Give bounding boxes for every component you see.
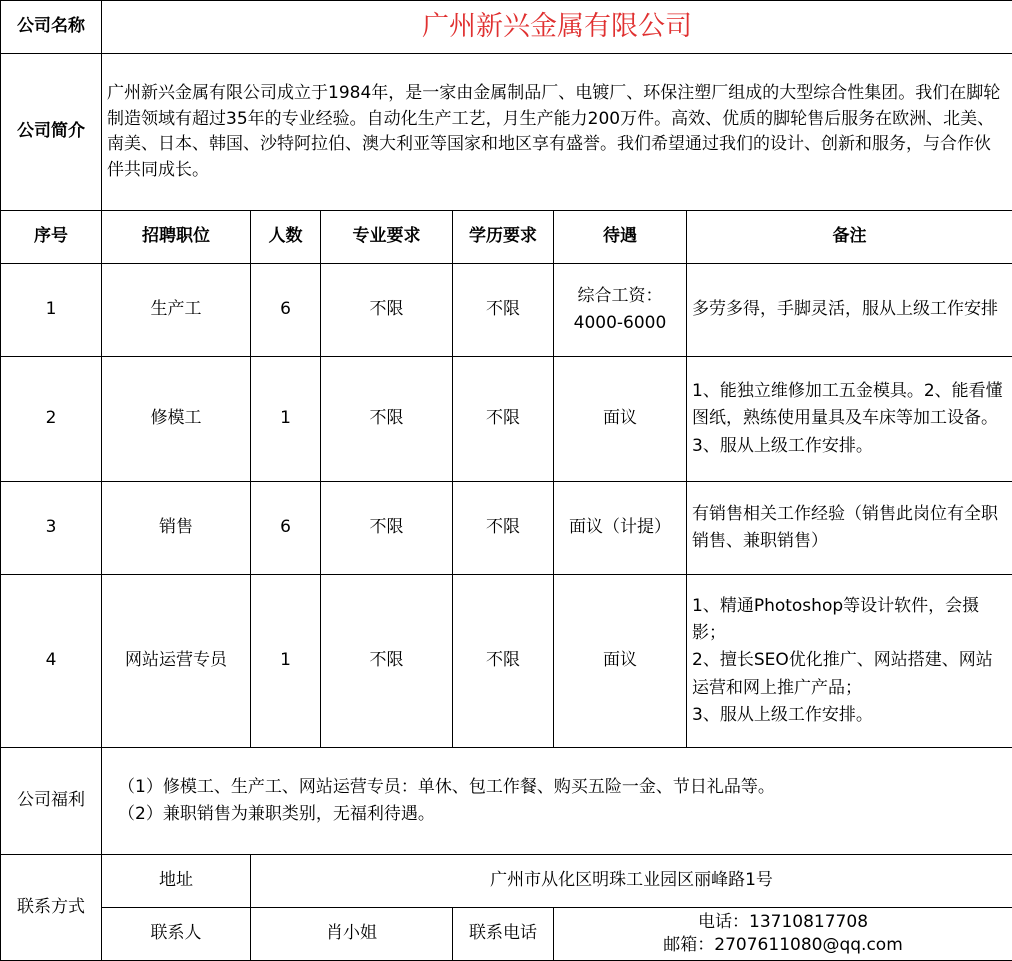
row-pay: 面议 (554, 357, 687, 482)
benefits-text (102, 748, 1012, 855)
header-notes: 备注 (687, 211, 1012, 264)
header-pay: 待遇 (554, 211, 687, 264)
row-no: 4 (1, 575, 102, 748)
contact-person-label: 联系人 (102, 908, 251, 961)
header-no: 序号 (1, 211, 102, 264)
row-count: 1 (251, 575, 321, 748)
table-row (1, 264, 1012, 357)
benefits-row (1, 748, 1012, 855)
row-position: 生产工 (102, 264, 251, 357)
company-intro-row (1, 54, 1012, 211)
address-value: 广州市从化区明珠工业园区丽峰路1号 (251, 855, 1012, 908)
row-education: 不限 (453, 482, 554, 575)
email-line: 邮箱：2707611080@qq.com (663, 935, 903, 955)
row-position: 销售 (102, 482, 251, 575)
row-count: 6 (251, 264, 321, 357)
row-pay: 面议（计提） (554, 482, 687, 575)
row-notes: 有销售相关工作经验（销售此岗位有全职销售、兼职销售） (687, 482, 1012, 575)
benefits-label: 公司福利 (1, 748, 102, 855)
header-count: 人数 (251, 211, 321, 264)
row-major: 不限 (321, 264, 453, 357)
address-row (1, 855, 1012, 908)
row-no: 3 (1, 482, 102, 575)
row-major: 不限 (321, 575, 453, 748)
phone-label: 联系电话 (453, 908, 554, 961)
contact-person-row (1, 908, 1012, 961)
row-notes (687, 575, 1012, 748)
header-major: 专业要求 (321, 211, 453, 264)
company-name-row (1, 1, 1012, 54)
row-education: 不限 (453, 575, 554, 748)
header-position: 招聘职位 (102, 211, 251, 264)
address-label: 地址 (102, 855, 251, 908)
company-intro-label: 公司简介 (1, 54, 102, 211)
company-name-label: 公司名称 (1, 1, 102, 54)
table-header-row (1, 211, 1012, 264)
row-major: 不限 (321, 357, 453, 482)
row-position: 网站运营专员 (102, 575, 251, 748)
row-education: 不限 (453, 357, 554, 482)
note-line: 1、精通Photoshop等设计软件，会摄影； (692, 596, 980, 644)
phone-email-cell (554, 908, 1012, 961)
table-row (1, 575, 1012, 748)
row-major: 不限 (321, 482, 453, 575)
row-notes: 1、能独立维修加工五金模具。2、能看懂图纸，熟练使用量具及车床等加工设备。3、服从上级工作安排。 (687, 357, 1012, 482)
row-pay: 综合工资：4000-6000 (554, 264, 687, 357)
note-line: 3、服从上级工作安排。 (692, 704, 873, 725)
benefit-line: （2）兼职销售为兼职类别，无福利待遇。 (118, 804, 435, 824)
phone-line: 电话：13710817708 (698, 912, 869, 933)
table-row (1, 482, 1012, 575)
contact-person-value: 肖小姐 (251, 908, 453, 961)
benefit-line: （1）修模工、生产工、网站运营专员：单休、包工作餐、购买五险一金、节日礼品等。 (118, 776, 775, 797)
header-education: 学历要求 (453, 211, 554, 264)
row-education: 不限 (453, 264, 554, 357)
row-no: 2 (1, 357, 102, 482)
row-pay: 面议 (554, 575, 687, 748)
company-intro-text: 广州新兴金属有限公司成立于1984年，是一家由金属制品厂、电镀厂、环保注塑厂组成的大型综合性集团。我们在脚轮制造领域有超过35年的专业经验。自动化生产工艺，月生产能力200万件。高效、优质的脚轮售后服务在欧洲、北美、南美、日本、韩国、沙特阿拉伯、澳大利亚等国家和地区享有盛誉。我们希望通过我们的设计、创新和服务，与合作伙伴共同成长。 (102, 54, 1012, 211)
company-name: 广州新兴金属有限公司 (102, 1, 1012, 54)
row-count: 6 (251, 482, 321, 575)
contact-label: 联系方式 (1, 855, 102, 961)
table-row (1, 357, 1012, 482)
row-count: 1 (251, 357, 321, 482)
note-line: 2、擅长SEO优化推广、网站搭建、网站运营和网上推广产品； (692, 650, 993, 698)
row-notes: 多劳多得，手脚灵活，服从上级工作安排 (687, 264, 1012, 357)
row-position: 修模工 (102, 357, 251, 482)
row-no: 1 (1, 264, 102, 357)
